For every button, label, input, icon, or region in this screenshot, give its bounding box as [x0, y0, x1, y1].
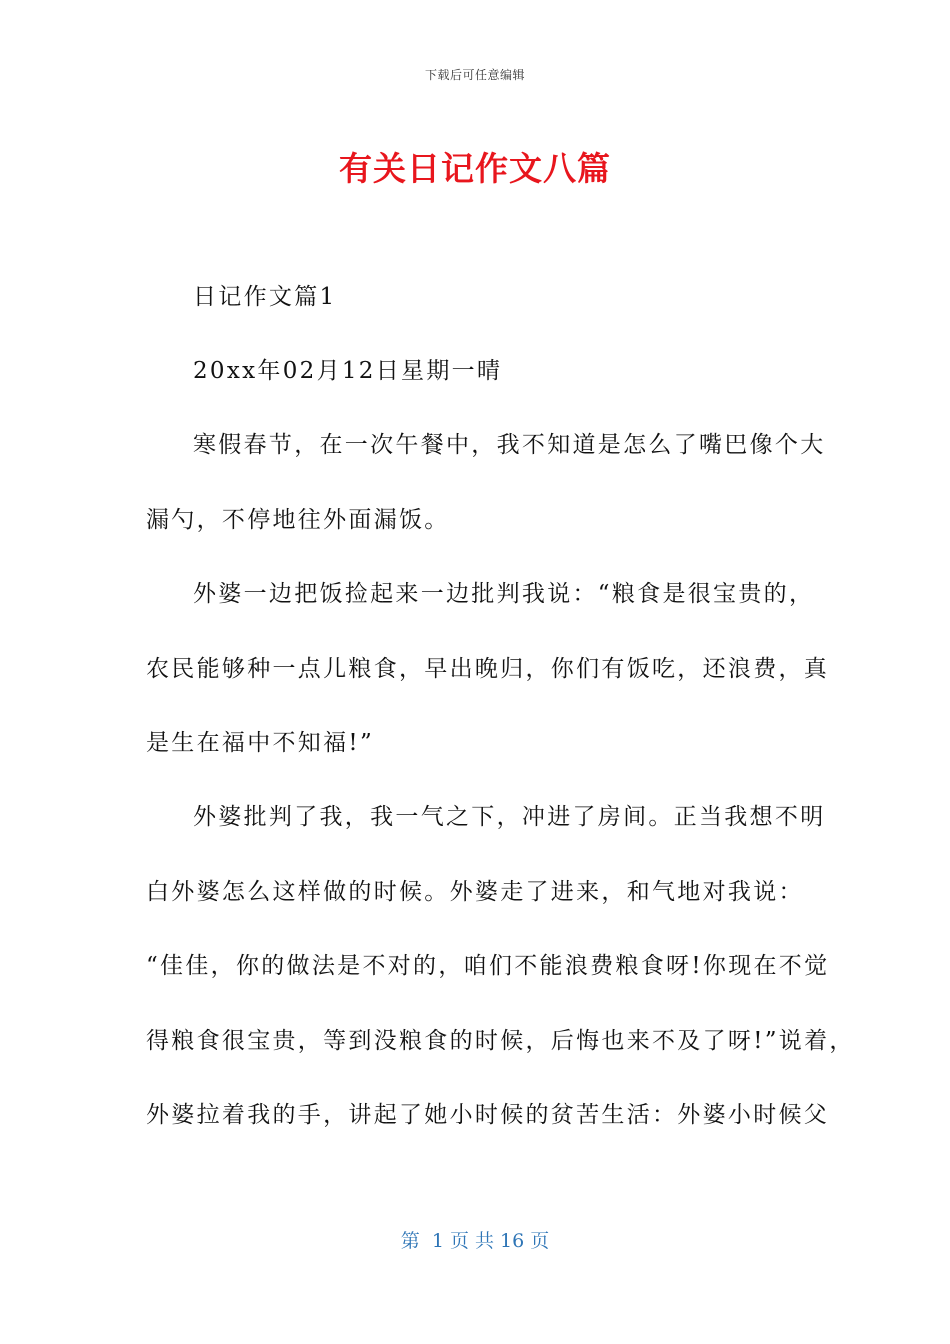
paragraph-line: 农民能够种一点儿粮食，早出晚归，你们有饭吃，还浪费，真	[146, 656, 830, 682]
paragraph-line: “佳佳，你的做法是不对的，咱们不能浪费粮食呀!你现在不觉	[146, 953, 830, 979]
paragraph-line: 漏勺，不停地往外面漏饭。	[146, 507, 450, 533]
page-number-footer: 第 1 页 共 16 页	[400, 1230, 550, 1252]
paragraph-line: 白外婆怎么这样做的时候。外婆走了进来，和气地对我说：	[146, 879, 804, 905]
paragraph-line: 外婆批判了我，我一气之下，冲进了房间。正当我想不明	[193, 804, 826, 830]
header-note: 下载后可任意编辑	[424, 68, 525, 82]
diary-date-line: 20xx年02月12日星期一晴	[193, 358, 503, 384]
paragraph-line: 得粮食很宝贵，等到没粮食的时候，后悔也来不及了呀!”说着，	[146, 1028, 855, 1054]
document-title: 有关日记作文八篇	[339, 149, 611, 188]
section-heading: 日记作文篇1	[193, 284, 337, 310]
paragraph-line: 是生在福中不知福!”	[146, 730, 375, 756]
paragraph-line: 寒假春节，在一次午餐中，我不知道是怎么了嘴巴像个大	[193, 432, 826, 458]
paragraph-line: 外婆一边把饭捡起来一边批判我说：“粮食是很宝贵的，	[193, 581, 815, 607]
paragraph-line: 外婆拉着我的手，讲起了她小时候的贫苦生活：外婆小时候父	[146, 1102, 830, 1128]
